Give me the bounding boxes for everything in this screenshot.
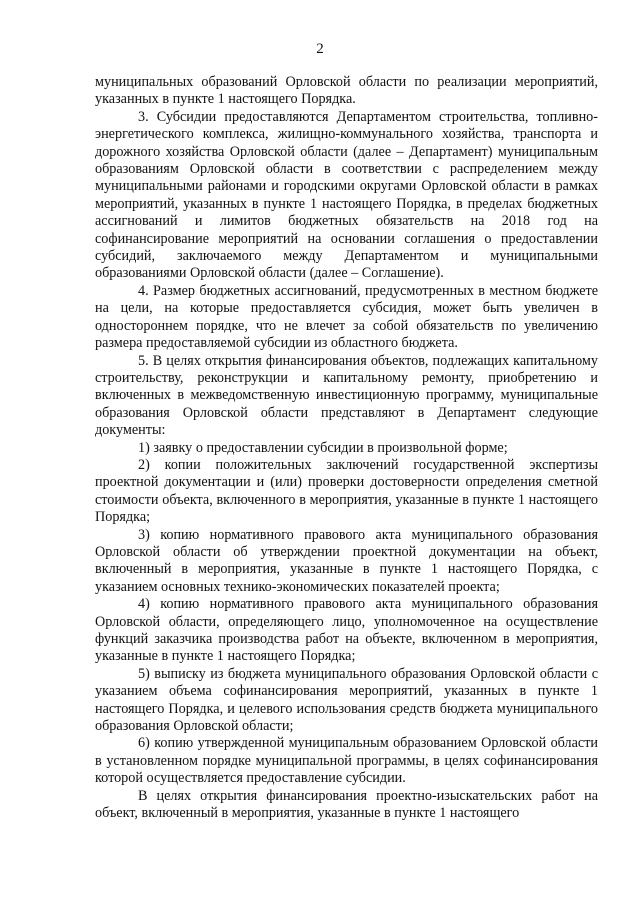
list-item-3: 3) копию нормативного правового акта муниципального образования Орловской области об утверждении проектной документации на объект, включенный в мероприятия, указанные в пункте 1 настоящего Порядка, с указанием основных технико-экономических показателей проекта; <box>95 526 598 595</box>
paragraph-item-3: 3. Субсидии предоставляются Департаментом строительства, топливно-энергетического комплекса, жилищно-коммунального хозяйства, транспорта и дорожного хозяйства Орловской области (далее – Департамент) муниципальным образованиям Орловской области в соответствии с распределением между муниципальными районами и городскими округами Орловской области в рамках мероприятий, указанных в пункте 1 настоящего Порядка, в пределах бюджетных ассигнований и лимитов бюджетных обязательств на 2018 год на софинансирование мероприятий на основании соглашения о предоставлении субсидий, заключаемого между Департаментом и муниципальными образованиями Орловской области (далее – Соглашение). <box>95 108 598 282</box>
paragraph-continuation: муниципальных образований Орловской области по реализации мероприятий, указанных в пункте 1 настоящего Порядка. <box>95 74 598 108</box>
list-item-2: 2) копии положительных заключений государственной экспертизы проектной документации и (или) проверки достоверности определения сметной стоимости объекта, включенного в мероприятия, указанные в пункте 1 настоящего Порядка; <box>95 456 598 526</box>
paragraph-item-4: 4. Размер бюджетных ассигнований, предусмотренных в местном бюджете на цели, на которые предоставляется субсидия, может быть увеличен в одностороннем порядке, что не влечет за собой обязательств по увеличению размера предоставляемой субсидии из областного бюджета. <box>95 282 598 352</box>
paragraph-item-5: 5. В целях открытия финансирования объектов, подлежащих капитальному строительству, реконструкции и капитальному ремонту, приобретению и включенных в межведомственную инвестиционную программу, муниципальные образования Орловской области представляют в Департамент следующие документы: <box>95 352 598 439</box>
document-body <box>95 74 598 822</box>
list-item-5: 5) выписку из бюджета муниципального образования Орловской области с указанием объема софинансирования мероприятий, указанных в пункте 1 настоящего Порядка, и целевого использования средств бюджета муниципального образования Орловской области; <box>95 665 598 735</box>
list-item-1: 1) заявку о предоставлении субсидии в произвольной форме; <box>138 439 508 456</box>
list-item-4: 4) копию нормативного правового акта муниципального образования Орловской области, определяющего лицо, уполномоченное на осуществление функций заказчика производства работ на объекте, включенном в мероприятия, указанные в пункте 1 настоящего Порядка; <box>95 596 598 665</box>
paragraph-design-works: В целях открытия финансирования проектно-изыскательских работ на объект, включенный в мероприятия, указанные в пункте 1 настоящего <box>95 787 598 822</box>
page-number: 2 <box>316 41 324 57</box>
list-item-6: 6) копию утвержденной муниципальным образованием Орловской области в установленном порядке муниципальной программы, в целях софинансирования которой осуществляется предоставление субсидии. <box>95 735 598 787</box>
